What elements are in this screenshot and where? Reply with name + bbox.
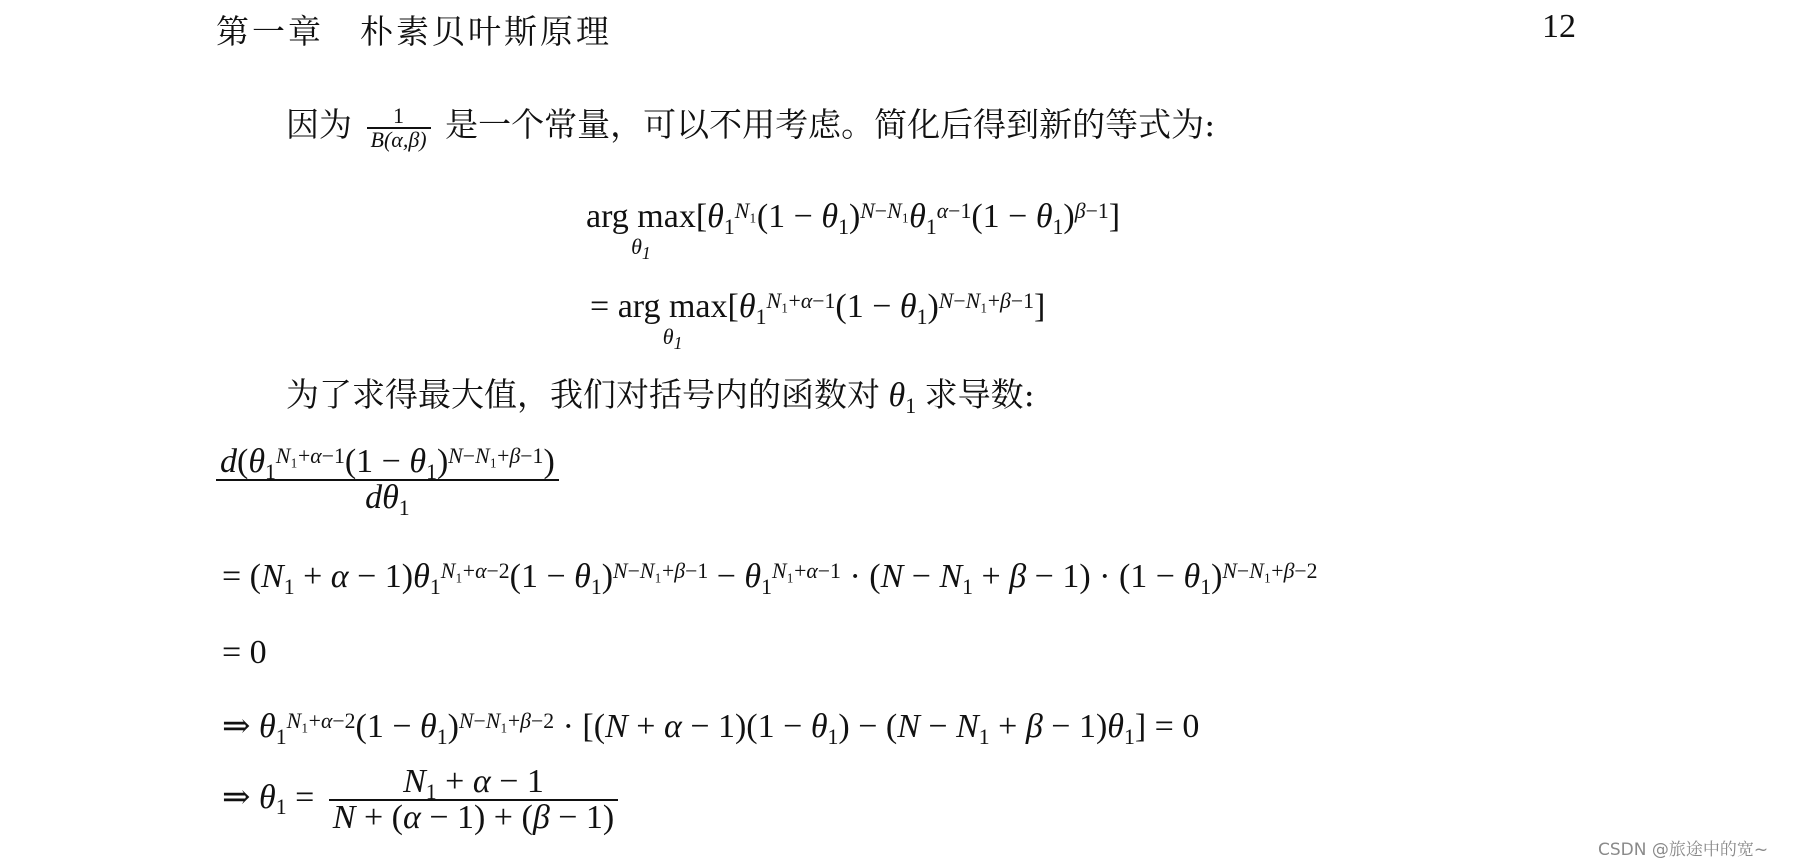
- intro-prefix: 因为: [286, 104, 352, 144]
- derivative-sentence: 为了求得最大值，我们对括号内的函数对 $\theta_1$ 求导数:: [286, 375, 1035, 418]
- csdn-watermark: CSDN @旅途中的宽~: [1598, 840, 1769, 860]
- intro-fraction-numerator: 1: [393, 103, 405, 128]
- intro-sentence: [286, 105, 1215, 151]
- page-number: 12: [1542, 8, 1576, 45]
- equation-derivative-rhs: = $(N_1 + \alpha - 1)\theta_1^{N_1+\alpha-2}(1 - \theta_1)^{N-N_1+\beta-1} - \theta_1^{N_1+\alpha-1} \cdot (N - N_1 + \beta - 1) \cdot (1 - \theta_1)^{N-N_1+\beta-2}$: [222, 558, 1318, 599]
- intro-fraction-denominator: B(α,β): [370, 127, 427, 152]
- derivative-variable: θ: [888, 377, 906, 414]
- derivative-prefix: 为了求得最大值，我们对括号内的函数对: [286, 375, 880, 414]
- equation-derivative-lhs: $\frac{d(\theta_1^{N_1+\alpha-1}(1 - \theta_1)^{N-N_1+\beta-1})}{d\theta_1}$: [216, 445, 559, 515]
- equation-argmax-2: = arg max $\theta_1$ $[\theta_1^{N_1+\alpha-1}(1 - \theta_1)^{N-N_1+\beta-1}]$: [590, 288, 1046, 354]
- intro-fraction: [367, 105, 431, 151]
- equation-implies-2: ⇒ $\theta_1$ = $\frac{N_1 + \alpha - 1}{N + (\alpha - 1) + (\beta - 1)}$: [222, 765, 618, 835]
- equation-equals-zero: = 0: [222, 634, 267, 671]
- equation-argmax-1: arg max $\theta_1$ $[\theta_1^{N_1}(1 - \theta_1)^{N-N_1}\theta_1^{\alpha-1}(1 - \theta_1)^{\beta-1}]$: [586, 198, 1121, 264]
- intro-suffix: 是一个常量，可以不用考虑。简化后得到新的等式为:: [445, 104, 1216, 144]
- equation-implies-1: ⇒ $\theta_1^{N_1+\alpha-2}(1 - \theta_1)^{N-N_1+\beta-2} \cdot [(N + \alpha - 1)(1 - \theta_1) - (N - N_1 + \beta - 1)\theta_1] = 0$: [222, 708, 1200, 749]
- derivative-suffix: 求导数:: [924, 375, 1035, 414]
- chapter-title: 第一章 朴素贝叶斯原理: [216, 12, 612, 51]
